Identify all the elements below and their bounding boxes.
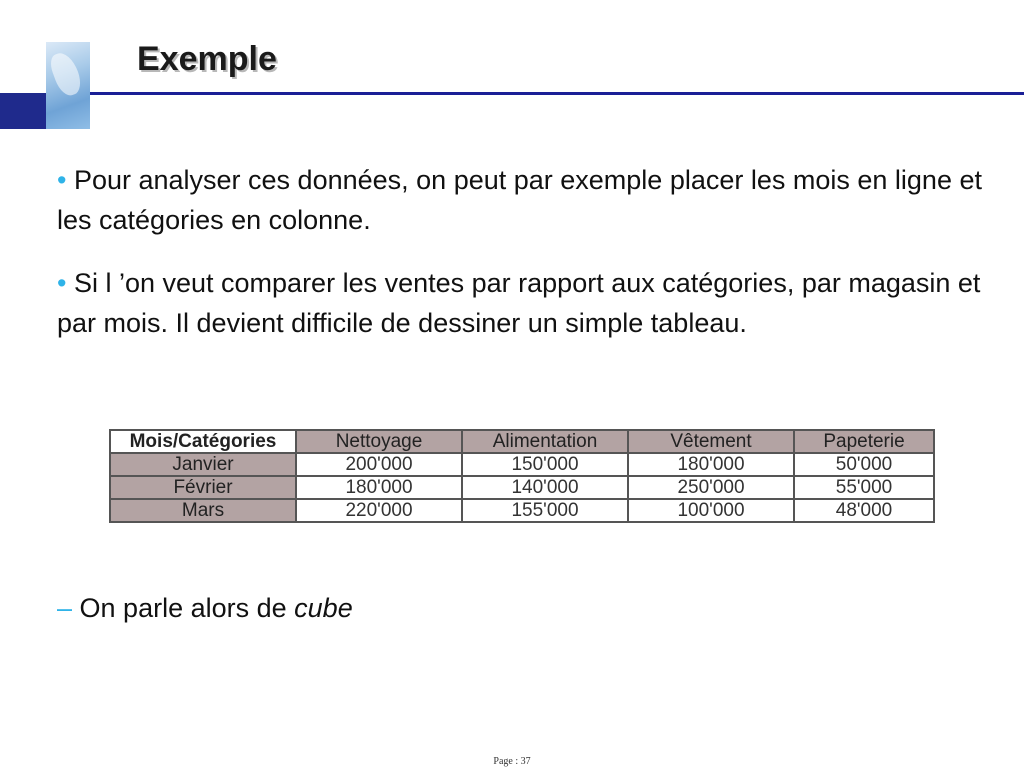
table-cell: 48'000: [794, 499, 934, 522]
table-header-cell: Mois/Catégories: [110, 430, 296, 453]
table-cell: 155'000: [462, 499, 628, 522]
bullet-marker: •: [57, 268, 67, 298]
title-rule: [90, 92, 1024, 95]
table-cell: 150'000: [462, 453, 628, 476]
table-row-header: Janvier: [110, 453, 296, 476]
table-row-header: Mars: [110, 499, 296, 522]
table-cell: 250'000: [628, 476, 794, 499]
logo-graphic: [46, 42, 90, 129]
table-row: [110, 476, 934, 499]
decorative-corner-block: [0, 93, 46, 129]
table-row-header: Février: [110, 476, 296, 499]
table-cell: 180'000: [296, 476, 462, 499]
dash-marker: –: [57, 593, 73, 623]
conclusion-emphasis: cube: [294, 593, 353, 623]
table-cell: 200'000: [296, 453, 462, 476]
table-header-cell: Nettoyage: [296, 430, 462, 453]
table-cell: 50'000: [794, 453, 934, 476]
bullet-item-1: [57, 160, 992, 240]
table-cell: 140'000: [462, 476, 628, 499]
table-row: [110, 499, 934, 522]
page-number: Page : 37: [493, 756, 531, 767]
sales-table: [109, 429, 935, 523]
table-header-cell: Papeterie: [794, 430, 934, 453]
table-header-cell: Alimentation: [462, 430, 628, 453]
bullet-marker: •: [57, 165, 67, 195]
table-header-row: [110, 430, 934, 453]
table-row: [110, 453, 934, 476]
table-header-cell: Vêtement: [628, 430, 794, 453]
table-cell: 55'000: [794, 476, 934, 499]
slide-title: Exemple: [137, 40, 277, 78]
table-cell: 180'000: [628, 453, 794, 476]
bullet-list: [57, 160, 992, 366]
table-cell: 220'000: [296, 499, 462, 522]
bullet-text: Pour analyser ces données, on peut par exemple placer les mois en ligne et les catégories en colonne.: [57, 165, 982, 235]
conclusion-text: On parle alors de: [72, 593, 295, 623]
conclusion-line: [57, 588, 353, 628]
table-cell: 100'000: [628, 499, 794, 522]
bullet-text: Si l ’on veut comparer les ventes par rapport aux catégories, par magasin et par mois. Il devient difficile de dessiner un simple tableau.: [57, 268, 981, 338]
bullet-item-2: [57, 263, 992, 343]
